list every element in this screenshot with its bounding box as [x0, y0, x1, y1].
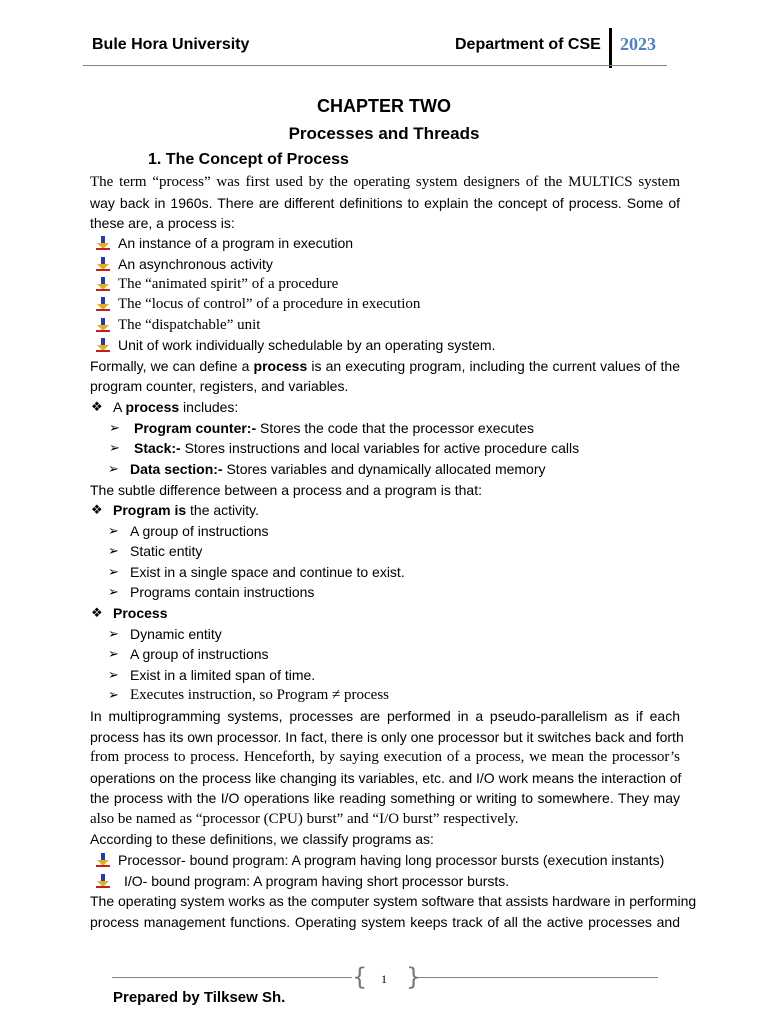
- arrowhead-bullet-icon: ➢: [109, 420, 120, 435]
- page-number-brace-right: }: [406, 963, 422, 991]
- header-year: 2023: [620, 34, 656, 54]
- down-arrow-icon: [96, 297, 110, 311]
- list-item: ➢ A group of instructions: [108, 646, 269, 662]
- list-item: ➢ Exist in a single space and continue to exist.: [108, 564, 405, 580]
- list-item: The “animated spirit” of a procedure: [118, 274, 678, 294]
- down-arrow-icon: [96, 277, 110, 291]
- list-item: ➢ Executes instruction, so Program ≠ process: [108, 687, 390, 703]
- down-arrow-icon: [96, 853, 110, 867]
- process-heading: ❖ Process: [91, 605, 168, 621]
- section-heading: 1. The Concept of Process: [148, 151, 349, 168]
- multi-line-7: According to these definitions, we classify programs as:: [90, 831, 434, 847]
- diamond-bullet-icon: ❖: [91, 605, 103, 620]
- chapter-subtitle: Processes and Threads: [288, 124, 480, 143]
- list-item: ➢ Exist in a limited span of time.: [108, 667, 316, 683]
- arrowhead-bullet-icon: ➢: [108, 461, 119, 476]
- multi-line-3: from process to process. Henceforth, by saying execution of a process, we mean the processor’s: [90, 749, 680, 765]
- list-item: ➢ Stack:- Stores instructions and local variables for active procedure calls: [109, 440, 580, 456]
- footer-rule-right: [418, 977, 658, 978]
- multi-line-6: also be named as “processor (CPU) burst” and “I/O burst” respectively.: [90, 811, 519, 827]
- formal-line-2: program counter, registers, and variables.: [90, 378, 349, 394]
- diamond-bullet-icon: ❖: [91, 502, 103, 517]
- list-item: The “locus of control” of a procedure in execution: [118, 294, 678, 314]
- formal-line-1: Formally, we can define a process is an executing program, including the current values of the: [90, 358, 680, 374]
- list-item: Processor- bound program: A program having long processor bursts (execution instants): [118, 850, 678, 870]
- arrowhead-bullet-icon: ➢: [108, 626, 119, 641]
- header-rule: [83, 65, 667, 66]
- department-name: Department of CSE: [455, 36, 601, 53]
- list-item: ➢ Data section:- Stores variables and dynamically allocated memory: [108, 461, 546, 477]
- down-arrow-icon: [96, 236, 110, 250]
- intro-line-1: The term “process” was first used by the operating system designers of the MULTICS system: [90, 174, 680, 190]
- arrowhead-bullet-icon: ➢: [108, 564, 119, 579]
- multi-line-4: operations on the process like changing its variables, etc. and I/O work means the interaction of: [90, 770, 682, 786]
- page-number-brace-left: {: [352, 963, 368, 991]
- university-name: Bule Hora University: [92, 36, 250, 53]
- list-item: An instance of a program in execution: [118, 233, 678, 253]
- list-item: ➢ Dynamic entity: [108, 626, 222, 642]
- header-divider: [609, 28, 612, 68]
- arrowhead-bullet-icon: ➢: [108, 584, 119, 599]
- arrowhead-bullet-icon: ➢: [108, 687, 119, 702]
- page-header: [83, 28, 667, 66]
- os-line-2: process management functions. Operating system keeps track of all the active processes and: [90, 914, 680, 930]
- chapter-title: CHAPTER TWO: [317, 96, 451, 116]
- multi-line-1: In multiprogramming systems, processes are performed in a pseudo-parallelism as if each: [90, 708, 680, 724]
- list-item: I/O- bound program: A program having short processor bursts.: [124, 871, 678, 891]
- down-arrow-icon: [96, 257, 110, 271]
- program-heading: ❖ Program is the activity.: [91, 502, 260, 518]
- list-item: An asynchronous activity: [118, 254, 678, 274]
- multi-line-2: process has its own processor. In fact, there is only one processor but it switches back and forth: [90, 729, 684, 745]
- list-item: The “dispatchable” unit: [118, 315, 678, 335]
- arrowhead-bullet-icon: ➢: [108, 523, 119, 538]
- list-item: Unit of work individually schedulable by an operating system.: [118, 335, 678, 355]
- prepared-by: Prepared by Tilksew Sh.: [113, 989, 286, 1006]
- down-arrow-icon: [96, 338, 110, 352]
- multi-line-5: the process with the I/O operations like reading something or writing to somewhere. They may: [90, 790, 680, 806]
- footer-rule-left: [112, 977, 352, 978]
- list-item: ➢ A group of instructions: [108, 523, 269, 539]
- arrowhead-bullet-icon: ➢: [109, 440, 120, 455]
- list-item: ➢ Static entity: [108, 543, 203, 559]
- list-item: ➢ Programs contain instructions: [108, 584, 315, 600]
- intro-line-2: way back in 1960s. There are different definitions to explain the concept of process. Some of: [90, 195, 680, 211]
- arrowhead-bullet-icon: ➢: [108, 646, 119, 661]
- diamond-bullet-icon: ❖: [91, 399, 103, 414]
- arrowhead-bullet-icon: ➢: [108, 543, 119, 558]
- includes-heading: ❖ A process includes:: [91, 399, 239, 415]
- os-line-1: The operating system works as the computer system software that assists hardware in performing: [90, 893, 697, 909]
- intro-line-3: these are, a process is:: [90, 215, 235, 231]
- down-arrow-icon: [96, 874, 110, 888]
- list-item: ➢ Program counter:- Stores the code that the processor executes: [109, 420, 534, 436]
- arrowhead-bullet-icon: ➢: [108, 667, 119, 682]
- down-arrow-icon: [96, 318, 110, 332]
- page-number: 1: [381, 972, 387, 986]
- difference-line: The subtle difference between a process and a program is that:: [90, 482, 482, 498]
